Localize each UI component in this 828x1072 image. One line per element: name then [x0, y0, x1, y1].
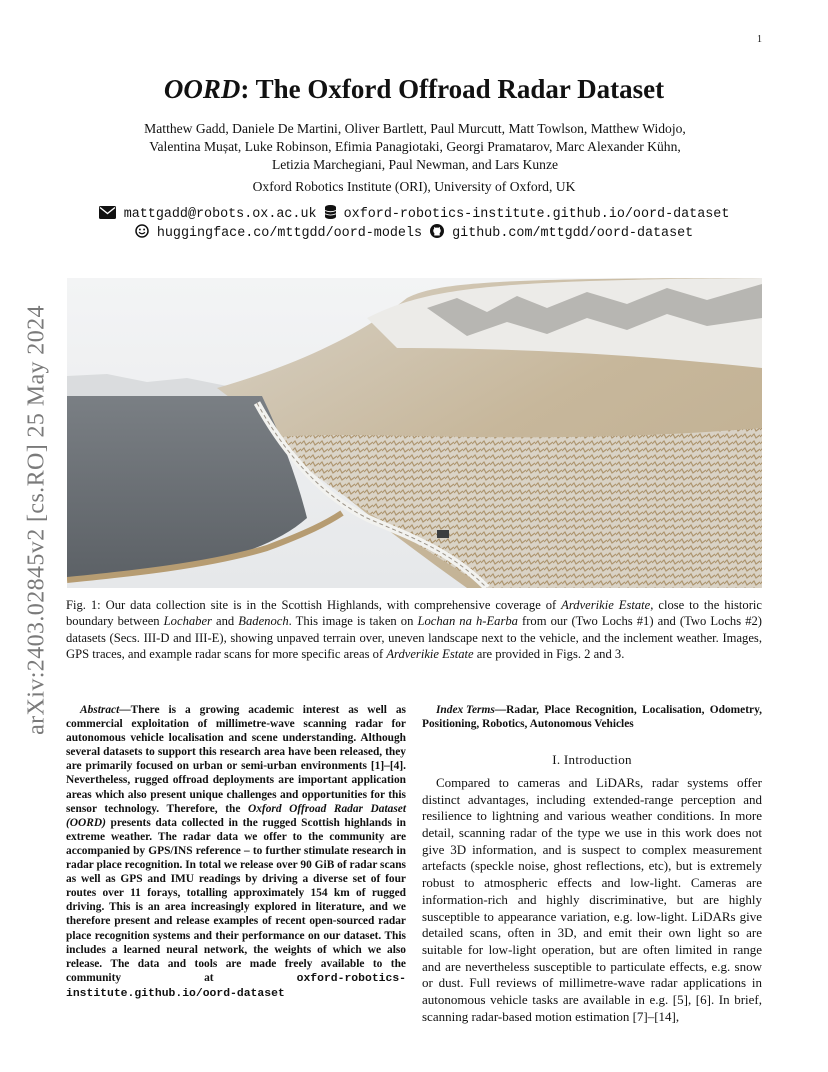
author-list [90, 120, 740, 174]
arxiv-stamp [20, 280, 54, 760]
right-column [422, 703, 762, 1025]
title-dataset-name: OORD [163, 74, 241, 104]
paper-title [66, 74, 762, 105]
abstract: Abstract—There is a growing academic interest as well as commercial exploitation of millimetre-wave scanning radar for autonomous vehicle localisation and scene understanding. Although several datasets to support this research area have been released, they are primarily focused on urban or semi-urban environments [1]–[4]. Nevertheless, rugged offroad deployments are important application areas which also present unique challenges and opportunities for this sensor technology. Therefore, the Oxford Offroad Radar Dataset (OORD) presents data collected in the rugged Scottish highlands in extreme weather. The radar data we offer to the community are accompanied by GPS/INS reference – to further stimulate research in radar place recognition. In total we release over 90 GiB of radar scans as well as GPS and IMU readings by driving a diverse set of four routes over 11 forays, totalling approximately 154 km of rugged driving. This is an area increasingly explored in literature, and we therefore present and release examples of recent open-sourced radar place recognition systems and their performance on our dataset. This includes a learned neural network, the weights of which we also release. The data and tools are made freely available to the community at oxford-robotics-institute.github.io/oord-dataset [66, 704, 406, 1000]
github-icon [430, 224, 444, 238]
smiley-icon [135, 224, 149, 238]
website-link[interactable]: oxford-robotics-institute.github.io/oord-dataset [343, 207, 730, 222]
author-line: Valentina Mușat, Luke Robinson, Efimia Panagiotaki, Georgi Pramatarov, Marc Alexander Kühn, [149, 139, 681, 154]
dataset-url[interactable]: oxford-robotics-institute.github.io/oord-dataset [66, 972, 406, 1000]
figure-caption: Fig. 1: Our data collection site is in the Scottish Highlands, with comprehensive coverage of Ardverikie Estate, close to the historic boundary between Lochaber and Badenoch. This image is taken on Lochan na h-Earba from our (Two Lochs #1) and (Two Lochs #2) datasets (Secs. III-D and III-E), showing unpaved terrain over, uneven landscape next to the vehicle, and the inclement weather. Images, GPS traces, and example radar scans for more specific areas of Ardverikie Estate are provided in Figs. 2 and 3. [66, 598, 762, 662]
contact-row [66, 224, 762, 243]
contact-links [66, 205, 762, 243]
title-rest: : The Oxford Offroad Radar Dataset [240, 74, 665, 104]
page-number: 1 [757, 34, 762, 45]
section-heading: I. Introduction [552, 752, 632, 768]
survey-vehicle [437, 530, 449, 538]
author-line: Letizia Marchegiani, Paul Newman, and Lars Kunze [271, 157, 559, 172]
contact-row [66, 205, 762, 224]
arxiv-stamp-text: arXiv:2403.02845v2 [cs.RO] 25 May 2024 [23, 305, 50, 735]
email-link[interactable]: mattgadd@robots.ox.ac.uk [123, 207, 317, 222]
introduction-text: Compared to cameras and LiDARs, radar systems offer distinct advantages, including extended-range perception and resilience to lightning and various weather conditions. In more detail, scanning radar of the type we use in this work does not give 3D information, and is suspect to complex measurement artefacts (speckle noise, ghost reflections, etc), but is extremely robust to atmospheric effects and low-light. Cameras are information-rich and highly discriminative, but are highly susceptible to appearance variation, e.g. low-light. LiDARs give detailed scans, often in 3D, and emit their own light so are suitable for low-light operation, but are often limited in range and are nevertheless susceptible to particulate effects, e.g. snow or dust. Full reviews of millimetre-wave radar applications in autonomous vehicle tasks are available in e.g. [5], [6]. In brief, scanning radar-based motion estimation [7]–[14], [422, 774, 762, 1024]
github-link[interactable]: github.com/mttgdd/oord-dataset [452, 226, 694, 241]
envelope-icon [99, 206, 116, 219]
landscape-photo [67, 278, 762, 588]
index-terms: Index Terms—Radar, Place Recognition, Localisation, Odometry, Positioning, Robotics, Autonomous Vehicles [422, 704, 762, 731]
database-icon [325, 205, 336, 219]
huggingface-link[interactable]: huggingface.co/mttgdd/oord-models [156, 226, 423, 241]
figure-loch-landscape-photo [67, 278, 762, 588]
abstract-label: Abstract [80, 704, 120, 716]
affiliation: Oxford Robotics Institute (ORI), University of Oxford, UK [252, 179, 576, 194]
author-line: Matthew Gadd, Daniele De Martini, Oliver Bartlett, Paul Murcutt, Matt Towlson, Matthew Widojo, [144, 121, 686, 136]
